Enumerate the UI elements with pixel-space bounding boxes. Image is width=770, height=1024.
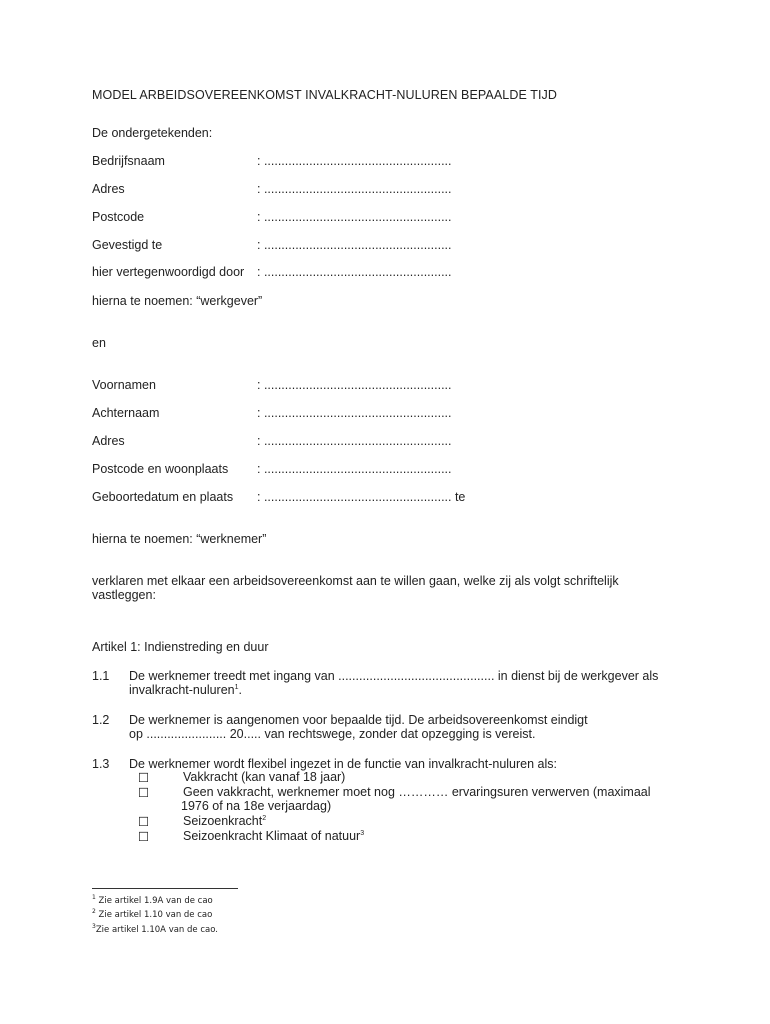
article-number: 1.2 — [92, 713, 110, 727]
employer-field-label: Adres — [92, 182, 125, 196]
employee-field-value: : ...................................................... — [257, 434, 452, 448]
article-number: 1.1 — [92, 669, 110, 683]
employer-named-text: hierna te noemen: “werkgever” — [92, 294, 263, 308]
article-1-1-period: . — [238, 683, 242, 697]
employer-field-label: Gevestigd te — [92, 238, 163, 252]
footnote-number: 3 — [92, 923, 96, 931]
article-1-3-line1: De werknemer wordt flexibel ingezet in de functie van invalkracht-nuluren als: — [129, 757, 557, 771]
footnote-ref: 2 — [262, 814, 267, 822]
employer-field-value: : ...................................................... — [257, 182, 452, 196]
employee-named-text: hierna te noemen: “werknemer” — [92, 532, 267, 546]
checkbox-seizoenkracht[interactable]: ☐ — [138, 815, 150, 829]
option-geen-vakkracht-cont: 1976 of na 18e verjaardag) — [181, 799, 332, 813]
employee-field-value: : ...................................................... — [257, 462, 452, 476]
employer-field-value: : ...................................................... — [257, 238, 452, 252]
footnote-text: Zie artikel 1.10A van de cao. — [95, 925, 218, 935]
footnote — [92, 925, 218, 935]
article-1-1-line1: De werknemer treedt met ingang van ............................................. in dienst bij de werkgever als — [129, 669, 659, 683]
employee-field-value: : ...................................................... — [257, 378, 452, 392]
option-seizoenkracht-klimaat — [183, 829, 364, 843]
article-1-1-text: invalkracht-nuluren — [129, 683, 235, 697]
article-1-1-line2 — [129, 683, 242, 697]
footnote-number: 1 — [92, 894, 96, 902]
employer-field-label: Bedrijfsnaam — [92, 154, 165, 168]
employer-field-value: : ...................................................... — [257, 265, 452, 279]
employer-field-label: Postcode — [92, 210, 145, 224]
option-seizoenkracht-klimaat-text: Seizoenkracht Klimaat of natuur — [183, 829, 361, 843]
article-number: 1.3 — [92, 757, 110, 771]
option-seizoenkracht-text: Seizoenkracht — [183, 814, 263, 828]
employee-field-value: : ...................................................... te — [257, 490, 466, 504]
declare-text-line2: vastleggen: — [92, 588, 156, 602]
and-text: en — [92, 336, 106, 350]
article-1-2-line1: De werknemer is aangenomen voor bepaalde tijd. De arbeidsovereenkomst eindigt — [129, 713, 588, 727]
intro-text: De ondergetekenden: — [92, 126, 213, 140]
footnote-divider — [92, 888, 238, 889]
checkbox-vakkracht[interactable]: ☐ — [138, 771, 150, 785]
footnote-ref: 1 — [234, 683, 239, 691]
employee-field-value: : ...................................................... — [257, 406, 452, 420]
declare-text-line1: verklaren met elkaar een arbeidsovereenkomst aan te willen gaan, welke zij als volgt schriftelijk — [92, 574, 619, 588]
footnote — [92, 896, 213, 906]
footnote — [92, 910, 212, 920]
employee-field-label: Postcode en woonplaats — [92, 462, 229, 476]
checkbox-seizoenkracht-klimaat[interactable]: ☐ — [138, 830, 150, 844]
employer-field-label: hier vertegenwoordigd door — [92, 265, 245, 279]
employee-field-label: Geboortedatum en plaats — [92, 490, 234, 504]
employee-field-label: Achternaam — [92, 406, 160, 420]
footnote-text: Zie artikel 1.9A van de cao — [98, 896, 213, 906]
option-geen-vakkracht: Geen vakkracht, werknemer moet nog ………… ervaringsuren verwerven (maximaal — [183, 785, 651, 799]
employer-field-value: : ...................................................... — [257, 154, 452, 168]
employee-field-label: Adres — [92, 434, 125, 448]
article-1-2-line2: op ....................... 20..... van rechtswege, zonder dat opzegging is vereist. — [129, 727, 536, 741]
option-vakkracht: Vakkracht (kan vanaf 18 jaar) — [183, 770, 346, 784]
employee-field-label: Voornamen — [92, 378, 156, 392]
footnote-number: 2 — [92, 908, 96, 916]
checkbox-geen-vakkracht[interactable]: ☐ — [138, 786, 150, 800]
document-title: MODEL ARBEIDSOVEREENKOMST INVALKRACHT-NULUREN BEPAALDE TIJD — [92, 88, 558, 102]
option-seizoenkracht — [183, 814, 266, 828]
employer-field-value: : ...................................................... — [257, 210, 452, 224]
footnote-ref: 3 — [360, 829, 365, 837]
article-1-heading: Artikel 1: Indienstreding en duur — [92, 640, 269, 654]
footnote-text: Zie artikel 1.10 van de cao — [98, 910, 213, 920]
